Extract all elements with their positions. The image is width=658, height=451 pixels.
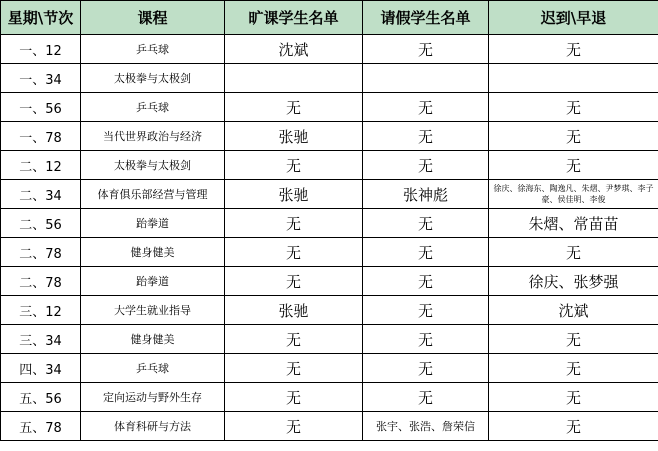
- absent-cell: 无: [225, 151, 363, 180]
- absent-cell: 沈斌: [225, 35, 363, 64]
- absent-cell: 无: [225, 267, 363, 296]
- late-early-cell: 无: [489, 238, 658, 267]
- leave-cell: 无: [363, 354, 489, 383]
- header-leave: 请假学生名单: [363, 1, 489, 35]
- table-row: [1, 64, 658, 93]
- leave-cell: 无: [363, 267, 489, 296]
- day-period-cell: 一、78: [1, 122, 81, 151]
- course-cell: 当代世界政治与经济: [81, 122, 225, 151]
- leave-cell: 无: [363, 151, 489, 180]
- leave-cell: 无: [363, 122, 489, 151]
- table-row: [1, 325, 658, 354]
- course-cell: 跆拳道: [81, 267, 225, 296]
- day-period-cell: 三、12: [1, 296, 81, 325]
- absent-cell: 无: [225, 325, 363, 354]
- late-early-cell: 徐庆、张梦强: [489, 267, 658, 296]
- leave-cell: 无: [363, 93, 489, 122]
- table-row: [1, 209, 658, 238]
- table-row: [1, 354, 658, 383]
- course-cell: 乒乓球: [81, 35, 225, 64]
- table-row: [1, 151, 658, 180]
- course-cell: 体育科研与方法: [81, 412, 225, 441]
- table-row: [1, 180, 658, 209]
- leave-cell: [363, 64, 489, 93]
- absent-cell: 张驰: [225, 296, 363, 325]
- absent-cell: 无: [225, 93, 363, 122]
- table-row: [1, 122, 658, 151]
- table-row: [1, 93, 658, 122]
- day-period-cell: 四、34: [1, 354, 81, 383]
- course-cell: 跆拳道: [81, 209, 225, 238]
- absent-cell: 张驰: [225, 122, 363, 151]
- course-cell: 太极拳与太极剑: [81, 64, 225, 93]
- course-cell: 大学生就业指导: [81, 296, 225, 325]
- leave-cell: 无: [363, 238, 489, 267]
- course-cell: 健身健美: [81, 325, 225, 354]
- absent-cell: 无: [225, 383, 363, 412]
- day-period-cell: 一、34: [1, 64, 81, 93]
- late-early-cell: 无: [489, 383, 658, 412]
- day-period-cell: 一、56: [1, 93, 81, 122]
- course-cell: 体育俱乐部经营与管理: [81, 180, 225, 209]
- late-early-cell: 朱熠、常苗苗: [489, 209, 658, 238]
- header-late-early: 迟到\早退: [489, 1, 658, 35]
- late-early-cell: 无: [489, 412, 658, 441]
- late-early-cell: 沈斌: [489, 296, 658, 325]
- late-early-cell: 无: [489, 151, 658, 180]
- absent-cell: 无: [225, 209, 363, 238]
- day-period-cell: 五、78: [1, 412, 81, 441]
- course-cell: 乒乓球: [81, 354, 225, 383]
- course-cell: 健身健美: [81, 238, 225, 267]
- table-row: [1, 296, 658, 325]
- header-course: 课程: [81, 1, 225, 35]
- late-early-cell: 徐庆、徐海东、陶逸凡、朱熠、尹梦琪、李子豪、侯佳明、李俊: [489, 180, 658, 209]
- day-period-cell: 五、56: [1, 383, 81, 412]
- leave-cell: 无: [363, 209, 489, 238]
- late-early-cell: 无: [489, 35, 658, 64]
- late-early-cell: 无: [489, 122, 658, 151]
- late-early-cell: 无: [489, 93, 658, 122]
- late-early-cell: 无: [489, 354, 658, 383]
- day-period-cell: 二、78: [1, 267, 81, 296]
- leave-cell: 无: [363, 325, 489, 354]
- table-row: [1, 267, 658, 296]
- leave-cell: 无: [363, 383, 489, 412]
- late-early-cell: 无: [489, 325, 658, 354]
- table-row: [1, 383, 658, 412]
- table-row: [1, 35, 658, 64]
- day-period-cell: 二、34: [1, 180, 81, 209]
- header-day-period: 星期\节次: [1, 1, 81, 35]
- course-cell: 定向运动与野外生存: [81, 383, 225, 412]
- header-row: [1, 1, 658, 35]
- day-period-cell: 二、56: [1, 209, 81, 238]
- late-early-cell: [489, 64, 658, 93]
- absent-cell: 无: [225, 354, 363, 383]
- leave-cell: 张神彪: [363, 180, 489, 209]
- table-row: [1, 412, 658, 441]
- day-period-cell: 一、12: [1, 35, 81, 64]
- absent-cell: 无: [225, 412, 363, 441]
- day-period-cell: 三、34: [1, 325, 81, 354]
- leave-cell: 张宇、张浩、詹荣信: [363, 412, 489, 441]
- header-absent: 旷课学生名单: [225, 1, 363, 35]
- table-row: [1, 238, 658, 267]
- day-period-cell: 二、78: [1, 238, 81, 267]
- absent-cell: 无: [225, 238, 363, 267]
- absent-cell: 张驰: [225, 180, 363, 209]
- course-cell: 太极拳与太极剑: [81, 151, 225, 180]
- leave-cell: 无: [363, 296, 489, 325]
- course-cell: 乒乓球: [81, 93, 225, 122]
- absent-cell: [225, 64, 363, 93]
- day-period-cell: 二、12: [1, 151, 81, 180]
- leave-cell: 无: [363, 35, 489, 64]
